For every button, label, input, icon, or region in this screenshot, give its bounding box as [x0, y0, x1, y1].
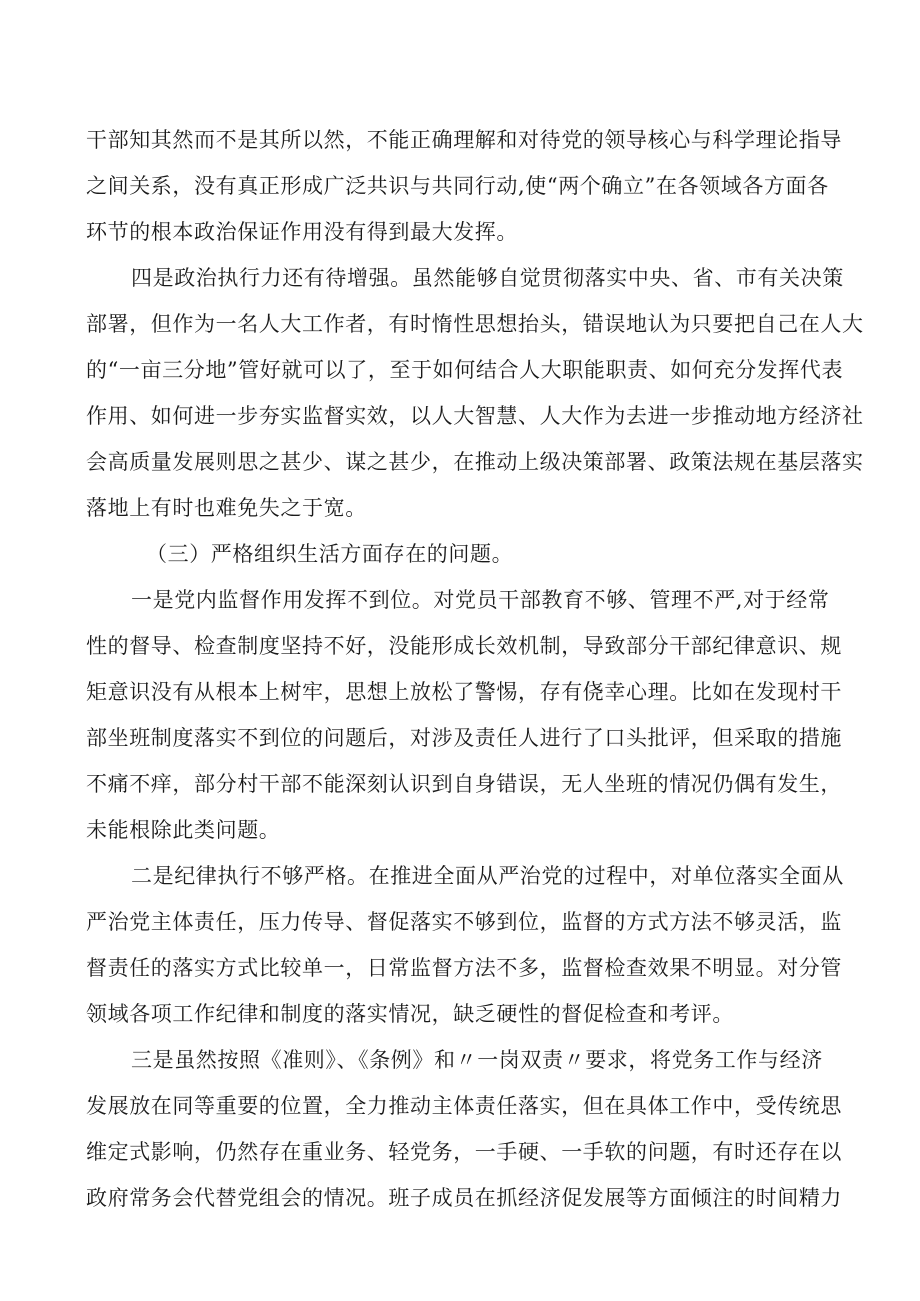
text-line-7: 作用、如何进一步夯实监督实效，以人大智慧、人大作为去进一步推动地方经济社 — [86, 404, 864, 428]
text-line-20: 领域各项工作纪律和制度的落实情况，缺乏硬性的督促检查和考评。 — [86, 1002, 734, 1026]
text-line-1: 干部知其然而不是其所以然，不能正确理解和对待党的领导核心与科学理论指导 — [86, 128, 842, 152]
text-line-18: 严治党主体责任，压力传导、督促落实不够到位，监督的方式方法不够灵活，监 — [86, 910, 842, 934]
text-line-4: 四是政治执行力还有待增强。虽然能够自觉贯彻落实中央、省、市有关决策 — [131, 266, 844, 290]
text-line-6: 的“一亩三分地”管好就可以了，至于如何结合人大职能职责、如何充分发挥代表 — [86, 358, 844, 382]
text-line-19: 督责任的落实方式比较单一，日常监督方法不多，监督检查效果不明显。对分管 — [86, 956, 842, 980]
text-line-17: 二是纪律执行不够严格。在推进全面从严治党的过程中，对单位落实全面从 — [131, 864, 844, 888]
text-line-15: 不痛不痒，部分村干部不能深刻认识到自身错误，无人坐班的情况仍偶有发生， — [86, 772, 842, 796]
text-line-5: 部署，但作为一名人大工作者，有时惰性思想抬头，错误地认为只要把自己在人大 — [86, 312, 864, 336]
text-line-24: 政府常务会代替党组会的情况。班子成员在抓经济促发展等方面倾注的时间精力 — [86, 1186, 842, 1210]
text-line-23: 维定式影响，仍然存在重业务、轻党务，一手硬、一手软的问题，有时还存在以 — [86, 1140, 842, 1164]
text-line-3: 环节的根本政治保证作用没有得到最大发挥。 — [86, 220, 518, 244]
text-line-14: 部坐班制度落实不到位的问题后，对涉及责任人进行了口头批评，但采取的措施 — [86, 726, 842, 750]
text-line-22: 发展放在同等重要的位置，全力推动主体责任落实，但在具体工作中，受传统思 — [86, 1094, 842, 1118]
text-line-8: 会高质量发展则思之甚少、谋之甚少，在推动上级决策部署、政策法规在基层落实 — [86, 450, 864, 474]
text-line-13: 矩意识没有从根本上树牢，思想上放松了警惕，存有侥幸心理。比如在发现村干 — [86, 680, 842, 704]
text-line-11: 一是党内监督作用发挥不到位。对党员干部教育不够、管理不严,对于经常 — [131, 588, 830, 612]
text-line-12: 性的督导、检查制度坚持不好，没能形成长效机制，导致部分干部纪律意识、规 — [86, 634, 842, 658]
text-line-9: 落地上有时也难免失之于宽。 — [86, 496, 367, 520]
text-line-16: 未能根除此类问题。 — [86, 818, 281, 842]
text-line-2: 之间关系，没有真正形成广泛共识与共同行动,使“两个确立”在各领域各方面各 — [86, 174, 829, 198]
section-heading: （三）严格组织生活方面存在的问题。 — [146, 542, 514, 566]
text-line-21: 三是虽然按照《准则》、《条例》和〃一岗双责〃要求，将党务工作与经济 — [131, 1048, 823, 1072]
